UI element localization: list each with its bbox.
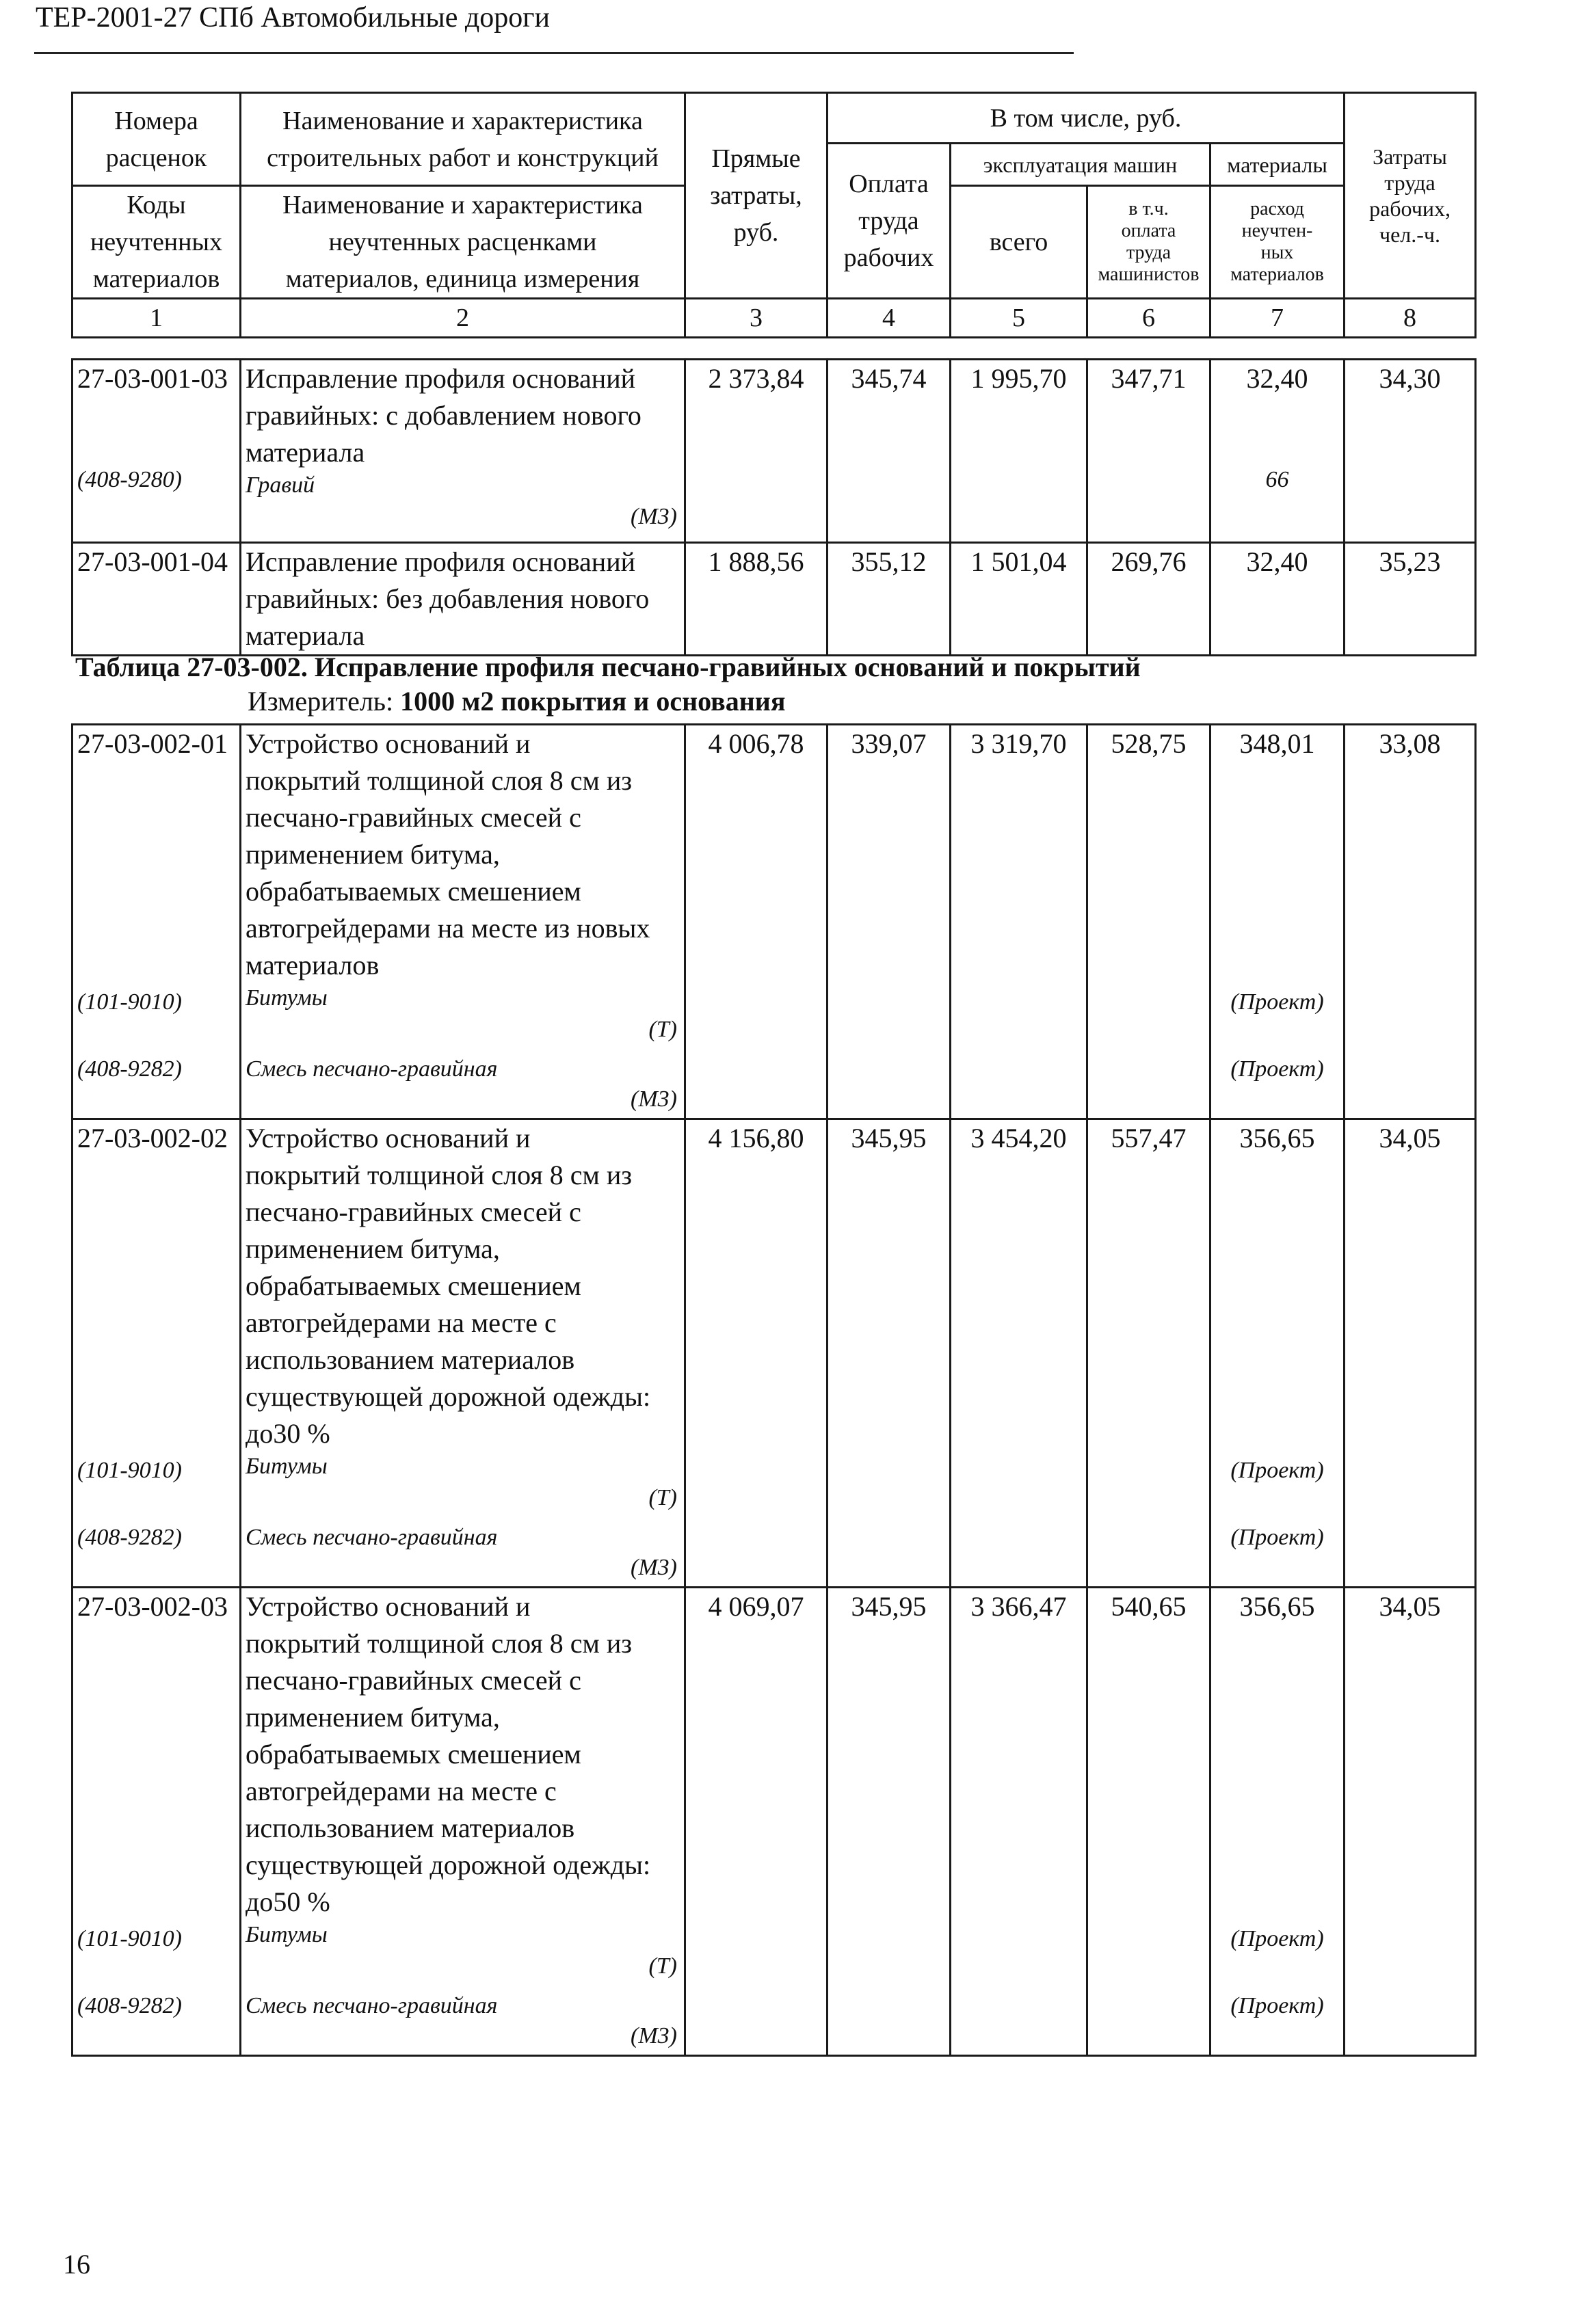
rate-name-line: автогрейдерами на месте с (246, 1776, 557, 1806)
header-machines-label: эксплуатация машин (951, 144, 1210, 186)
direct-cost: 1 888,56 (685, 543, 828, 656)
rate-name-line: до50 % (246, 1886, 330, 1917)
materials-cost: 356,65 (1239, 1591, 1315, 1622)
material-quantity: (Проект) (1230, 989, 1324, 1015)
page-number: 16 (63, 2249, 90, 2280)
rate-name-line: автогрейдерами на месте из новых (246, 913, 650, 944)
header-col8: Затраты труда рабочих, чел.-ч. (1345, 93, 1476, 299)
machinists-pay: 269,76 (1087, 543, 1210, 656)
material-name: Смесь песчано-гравийная (246, 1056, 498, 1082)
header-col2-top: Наименование и характеристика строительных работ и конструкций (241, 93, 685, 186)
labor-hours: 34,05 (1345, 1588, 1476, 2056)
rate-code-cell (72, 1119, 241, 1588)
header-col6: в т.ч. оплата труда машинистов (1087, 186, 1210, 299)
rate-name-line: применением битума, (246, 1233, 500, 1264)
header-col4: Оплата труда рабочих (828, 144, 951, 299)
rate-code-cell (72, 1588, 241, 2056)
rate-name-line: покрытий толщиной слоя 8 см из (246, 1628, 633, 1659)
measure-label: Измеритель: (248, 686, 394, 717)
materials-cell (1210, 360, 1345, 543)
material-name: Битумы (246, 1454, 328, 1479)
rate-code-cell (72, 543, 241, 656)
machines-total: 3 454,20 (951, 1119, 1087, 1588)
material-code: (408-9282) (77, 1993, 182, 2018)
rate-name-line: применением битума, (246, 839, 500, 870)
material-code: (101-9010) (77, 1458, 182, 1483)
material-quantity: (Проект) (1230, 1926, 1324, 1951)
direct-cost: 4 156,80 (685, 1119, 828, 1588)
rate-name-line: обрабатываемых смешением (246, 876, 581, 907)
rate-name-line: применением битума, (246, 1702, 500, 1733)
rate-code: 27-03-002-02 (77, 1123, 228, 1153)
rate-code-cell (72, 360, 241, 543)
machinists-pay: 347,71 (1087, 360, 1210, 543)
header-col7: расход неучтен- ных материалов (1210, 186, 1345, 299)
header-col2-bottom: Наименование и характеристика неучтенных расценками материалов, единица измерения (241, 186, 685, 299)
materials-cell (1210, 1119, 1345, 1588)
rate-name-line: Исправление профиля оснований (246, 546, 636, 577)
material-unit: (Т) (648, 1953, 677, 1979)
header-col5: всего (951, 186, 1087, 299)
rate-name-line: Устройство оснований и (246, 1591, 531, 1622)
material-quantity: (Проект) (1230, 1525, 1324, 1550)
measure-value: 1000 м2 покрытия и основания (400, 686, 786, 717)
direct-cost: 4 006,78 (685, 725, 828, 1119)
direct-cost: 4 069,07 (685, 1588, 828, 2056)
column-number: 3 (685, 299, 828, 338)
material-quantity: (Проект) (1230, 1993, 1324, 2018)
column-number: 7 (1210, 299, 1345, 338)
labor-hours: 33,08 (1345, 725, 1476, 1119)
machinists-pay: 528,75 (1087, 725, 1210, 1119)
labor-pay: 355,12 (828, 543, 951, 656)
direct-cost: 2 373,84 (685, 360, 828, 543)
machines-total: 3 319,70 (951, 725, 1087, 1119)
table-row (72, 360, 1476, 543)
materials-cost: 32,40 (1210, 543, 1345, 656)
labor-pay: 339,07 (828, 725, 951, 1119)
rate-name-line: материалов (246, 950, 380, 980)
rate-code: 27-03-001-04 (77, 546, 228, 577)
column-header-table (71, 92, 1477, 338)
column-number: 2 (241, 299, 685, 338)
materials-cell (1210, 1588, 1345, 2056)
rate-name-line: гравийных: без добавления нового (246, 583, 650, 614)
rate-name-line: использованием материалов (246, 1344, 575, 1375)
rate-name-line: обрабатываемых смешением (246, 1739, 581, 1769)
rate-name-line: существующей дорожной одежды: (246, 1381, 651, 1412)
labor-pay: 345,95 (828, 1119, 951, 1588)
rate-name-line: песчано-гравийных смесей с (246, 1197, 581, 1227)
header-rule (34, 52, 1074, 54)
machines-total: 3 366,47 (951, 1588, 1087, 2056)
labor-hours: 35,23 (1345, 543, 1476, 656)
document-header: ТЕР-2001-27 СПб Автомобильные дороги (36, 2, 550, 34)
rate-code: 27-03-002-01 (77, 728, 228, 759)
material-unit: (М3) (631, 1086, 677, 1112)
machines-total: 1 995,70 (951, 360, 1087, 543)
material-name: Гравий (246, 472, 315, 498)
material-name: Смесь песчано-гравийная (246, 1993, 498, 2018)
column-number-row (72, 299, 1476, 338)
material-code: (408-9280) (77, 467, 182, 492)
labor-hours: 34,30 (1345, 360, 1476, 543)
labor-hours: 34,05 (1345, 1119, 1476, 1588)
rate-name-line: покрытий толщиной слоя 8 см из (246, 1160, 633, 1190)
header-col1-top: Номера расценок (72, 93, 241, 186)
header-group-label: В том числе, руб. (828, 93, 1345, 144)
material-unit: (М3) (631, 2023, 677, 2048)
rate-name-line: материала (246, 437, 365, 468)
header-materials-label: материалы (1210, 144, 1345, 186)
table-measure (248, 685, 786, 717)
rate-code-cell (72, 725, 241, 1119)
column-number: 4 (828, 299, 951, 338)
table-title: Таблица 27-03-002. Исправление профиля песчано-гравийных оснований и покрытий (75, 652, 1141, 682)
labor-pay: 345,95 (828, 1588, 951, 2056)
rate-code: 27-03-001-03 (77, 363, 228, 394)
material-quantity: (Проект) (1230, 1458, 1324, 1483)
rate-name-cell (241, 543, 685, 656)
table-row (72, 1588, 1476, 2056)
rate-code: 27-03-002-03 (77, 1591, 228, 1622)
rate-name-cell (241, 1588, 685, 2056)
material-name: Битумы (246, 985, 328, 1011)
material-unit: (М3) (631, 504, 677, 529)
rate-name-line: Устройство оснований и (246, 728, 531, 759)
material-code: (408-9282) (77, 1525, 182, 1550)
column-number: 8 (1345, 299, 1476, 338)
rate-name-line: Исправление профиля оснований (246, 363, 636, 394)
material-code: (408-9282) (77, 1056, 182, 1082)
header-col1-bottom: Коды неучтенных материалов (72, 186, 241, 299)
table-row (72, 543, 1476, 656)
material-unit: (Т) (648, 1017, 677, 1042)
material-quantity: 66 (1265, 467, 1289, 492)
material-name: Битумы (246, 1922, 328, 1947)
machinists-pay: 540,65 (1087, 1588, 1210, 2056)
rate-name-line: Устройство оснований и (246, 1123, 531, 1153)
material-name: Смесь песчано-гравийная (246, 1525, 498, 1550)
rate-name-line: обрабатываемых смешением (246, 1270, 581, 1301)
rate-name-line: песчано-гравийных смесей с (246, 802, 581, 833)
rate-name-cell (241, 1119, 685, 1588)
rate-name-line: гравийных: с добавлением нового (246, 400, 641, 431)
rate-name-line: материала (246, 620, 365, 651)
rate-name-line: автогрейдерами на месте с (246, 1307, 557, 1338)
column-number: 5 (951, 299, 1087, 338)
labor-pay: 345,74 (828, 360, 951, 543)
rate-name-line: покрытий толщиной слоя 8 см из (246, 765, 633, 796)
materials-cost: 356,65 (1239, 1123, 1315, 1153)
machinists-pay: 557,47 (1087, 1119, 1210, 1588)
rate-name-cell (241, 725, 685, 1119)
column-number: 6 (1087, 299, 1210, 338)
rate-name-line: до30 % (246, 1418, 330, 1449)
rate-name-line: песчано-гравийных смесей с (246, 1665, 581, 1696)
rates-table-27-03-001 (71, 358, 1477, 656)
materials-cell (1210, 725, 1345, 1119)
rate-name-cell (241, 360, 685, 543)
table-row (72, 1119, 1476, 1588)
material-code: (101-9010) (77, 1926, 182, 1951)
rate-name-line: использованием материалов (246, 1813, 575, 1843)
machines-total: 1 501,04 (951, 543, 1087, 656)
table-row (72, 725, 1476, 1119)
material-unit: (М3) (631, 1555, 677, 1580)
material-quantity: (Проект) (1230, 1056, 1324, 1082)
header-col3: Прямые затраты, руб. (685, 93, 828, 299)
rates-table-27-03-002 (71, 723, 1477, 2057)
materials-cost: 348,01 (1239, 728, 1315, 759)
materials-cost: 32,40 (1246, 363, 1308, 394)
material-code: (101-9010) (77, 989, 182, 1015)
material-unit: (Т) (648, 1485, 677, 1510)
column-number: 1 (72, 299, 241, 338)
rate-name-line: существующей дорожной одежды: (246, 1849, 651, 1880)
